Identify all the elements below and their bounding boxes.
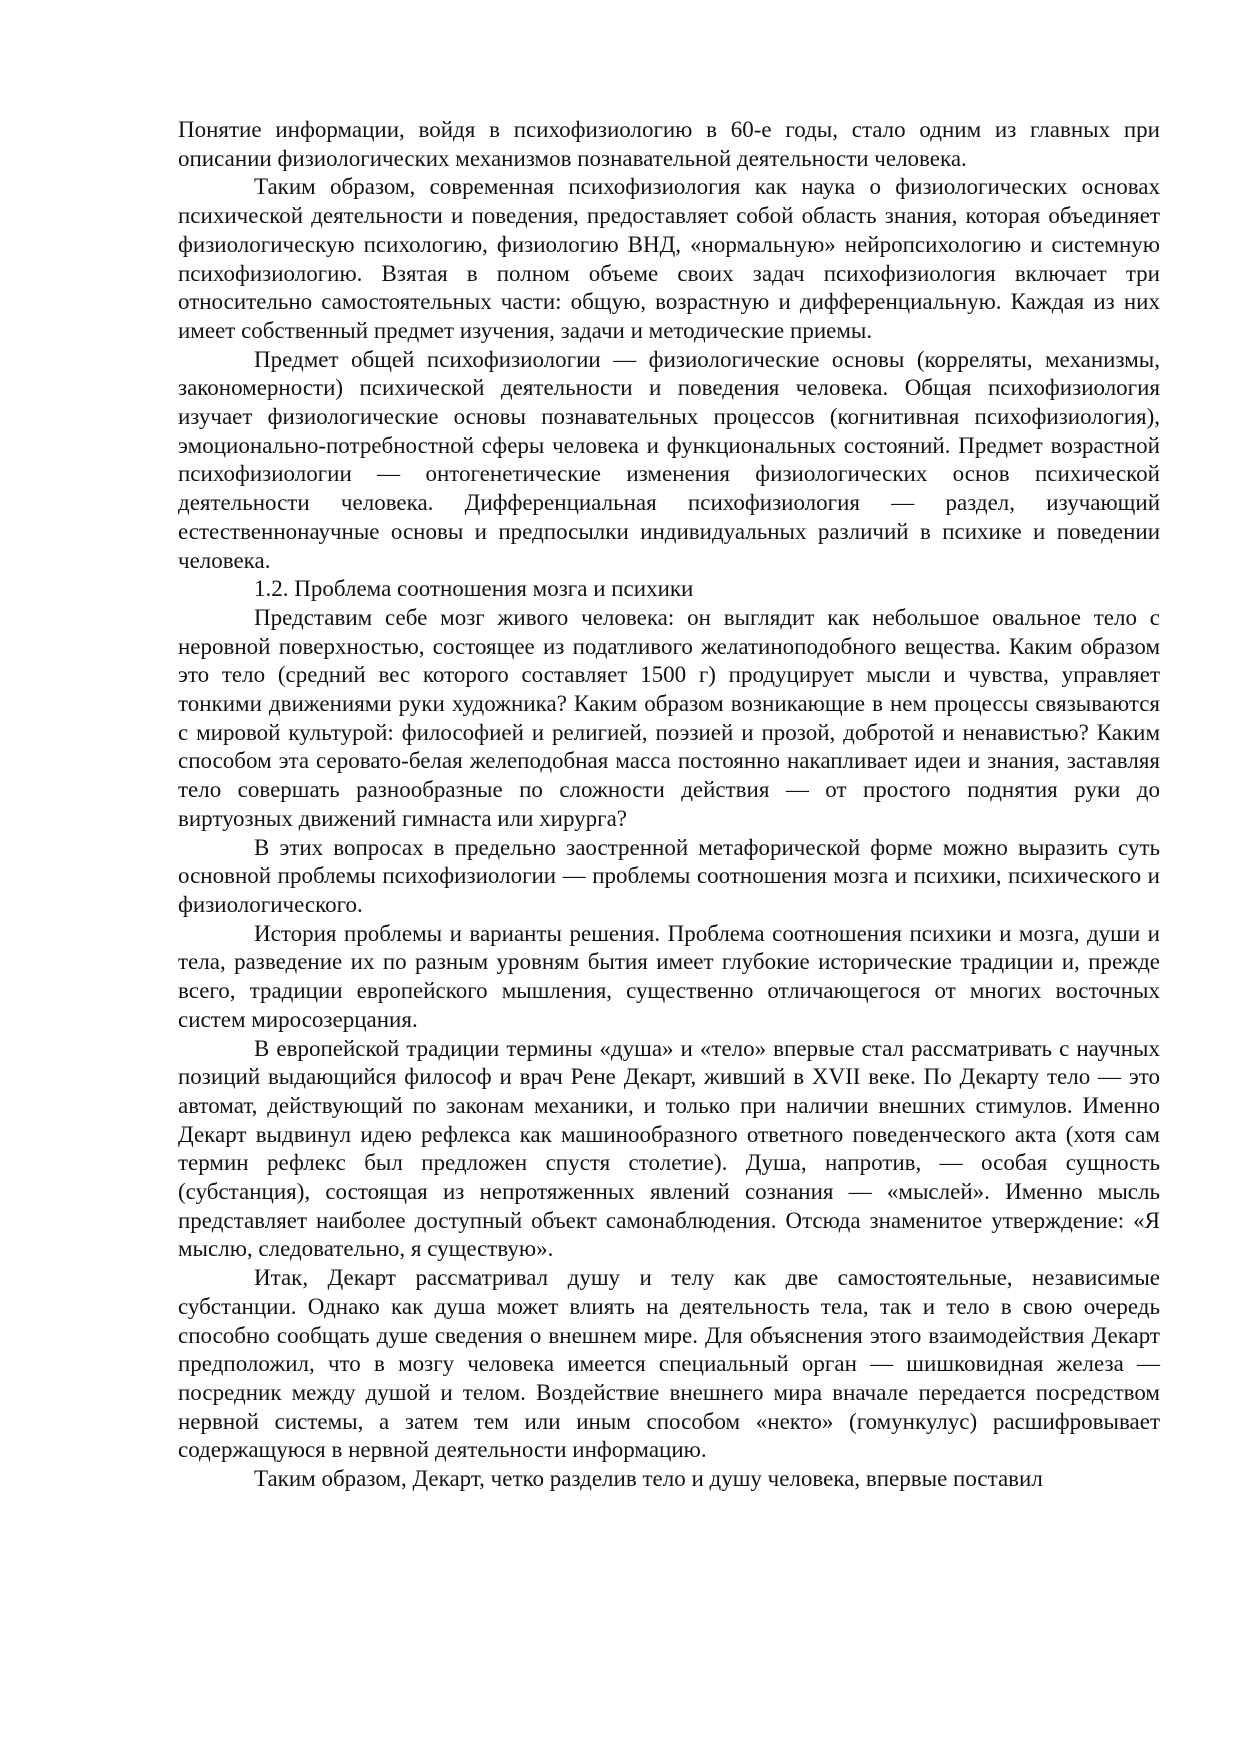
paragraph-modern-psychophysiology: Таким образом, современная психофизиология как наука о физиологических основах психической деятельности и поведения, предоставляет собой область знания, которая объединяет физиологическую психологию, физиологию ВНД, «нормальную» нейропсихологию и системную психофизиологию. Взятая в полном объеме своих задач психофизиология включает три относительно самостоятельных части: общую, возрастную и дифференциальную. Каждая из них имеет собственный предмет изучения, задачи и методические приемы. [178,174,1160,343]
paragraph-descartes: В европейской традиции термины «душа» и «тело» впервые стал рассматривать с научных позиций выдающийся философ и врач Рене Декарт, живший в XVII веке. По Декарту тело — это автомат, действующий по законам механики, и только при наличии внешних стимулов. Именно Декарт выдвинул идею рефлекса как машинообразного ответного поведенческого акта (хотя сам термин рефлекс был предложен спустя столетие). Душа, напротив, — особая сущность (субстанция), состоящая из непротяженных явлений сознания — «мыслей». Именно мысль представляет наиболее доступный объект самонаблюдения. Отсюда знаменитое утверждение: «Я мыслю, следовательно, я существую». [178,1035,1160,1262]
paragraph-information-concept: Понятие информации, войдя в психофизиологию в 60-е годы, стало одним из главных при описании физиологических механизмов познавательной деятельности человека. [178,117,1160,171]
paragraph-general-psychophysiology: Предмет общей психофизиологии — физиологические основы (корреляты, механизмы, закономерности) психической деятельности и поведения человека. Общая психофизиология изучает физиологические основы познавательных процессов (когнитивная психофизиология), эмоционально-потребностной сферы человека и функциональных состояний. Предмет возрастной психофизиологии — онтогенетические изменения физиологических основ психической деятельности человека. Дифференциальная психофизиология — раздел, изучающий естественнонаучные основы и предпосылки индивидуальных различий в психике и поведении человека. [178,346,1160,573]
paragraph-living-brain: Представим себе мозг живого человека: он выглядит как небольшое овальное тело с неровной поверхностью, состоящее из податливого желатиноподобного вещества. Каким образом это тело (средний вес которого составляет 1500 г) продуцирует мысли и чувства, управляет тонкими движениями руки художника? Каким образом возникающие в нем процессы связываются с мировой культурой: философией и религией, поэзией и прозой, добротой и ненавистью? Каким способом эта серовато-белая желеподобная масса постоянно накапливает идеи и знания, заставляя тело совершать разнообразные по сложности действия — от простого поднятия руки до виртуозных движений гимнаста или хирурга? [178,604,1160,831]
paragraph-main-problem: В этих вопросах в предельно заостренной метафорической форме можно выразить суть основной проблемы психофизиологии — проблемы соотношения мозга и психики, психического и физиологического. [178,834,1160,917]
section-heading: 1.2. Проблема соотношения мозга и психики [254,576,694,602]
paragraph-conclusion-start: Таким образом, Декарт, четко разделив тело и душу человека, впервые поставил [254,1466,1043,1492]
paragraph-history: История проблемы и варианты решения. Проблема соотношения психики и мозга, души и тела, разведение их по разным уровням бытия имеет глубокие исторические традиции и, прежде всего, традиции европейского мышления, существенно отличающегося от многих восточных систем миросозерцания. [178,920,1160,1032]
document-body [178,116,1160,1494]
paragraph-pineal-gland: Итак, Декарт рассматривал душу и телу как две самостоятельные, независимые субстанции. Однако как душа может влиять на деятельность тела, так и тело в свою очередь способно сообщать душе сведения о внешнем мире. Для объяснения этого взаимодействия Декарт предположил, что в мозгу человека имеется специальный орган — шишковидная железа — посредник между душой и телом. Воздействие внешнего мира вначале передается посредством нервной системы, а затем тем или иным способом «некто» (гомункулус) расшифровывает содержащуюся в нервной деятельности информацию. [178,1265,1160,1463]
